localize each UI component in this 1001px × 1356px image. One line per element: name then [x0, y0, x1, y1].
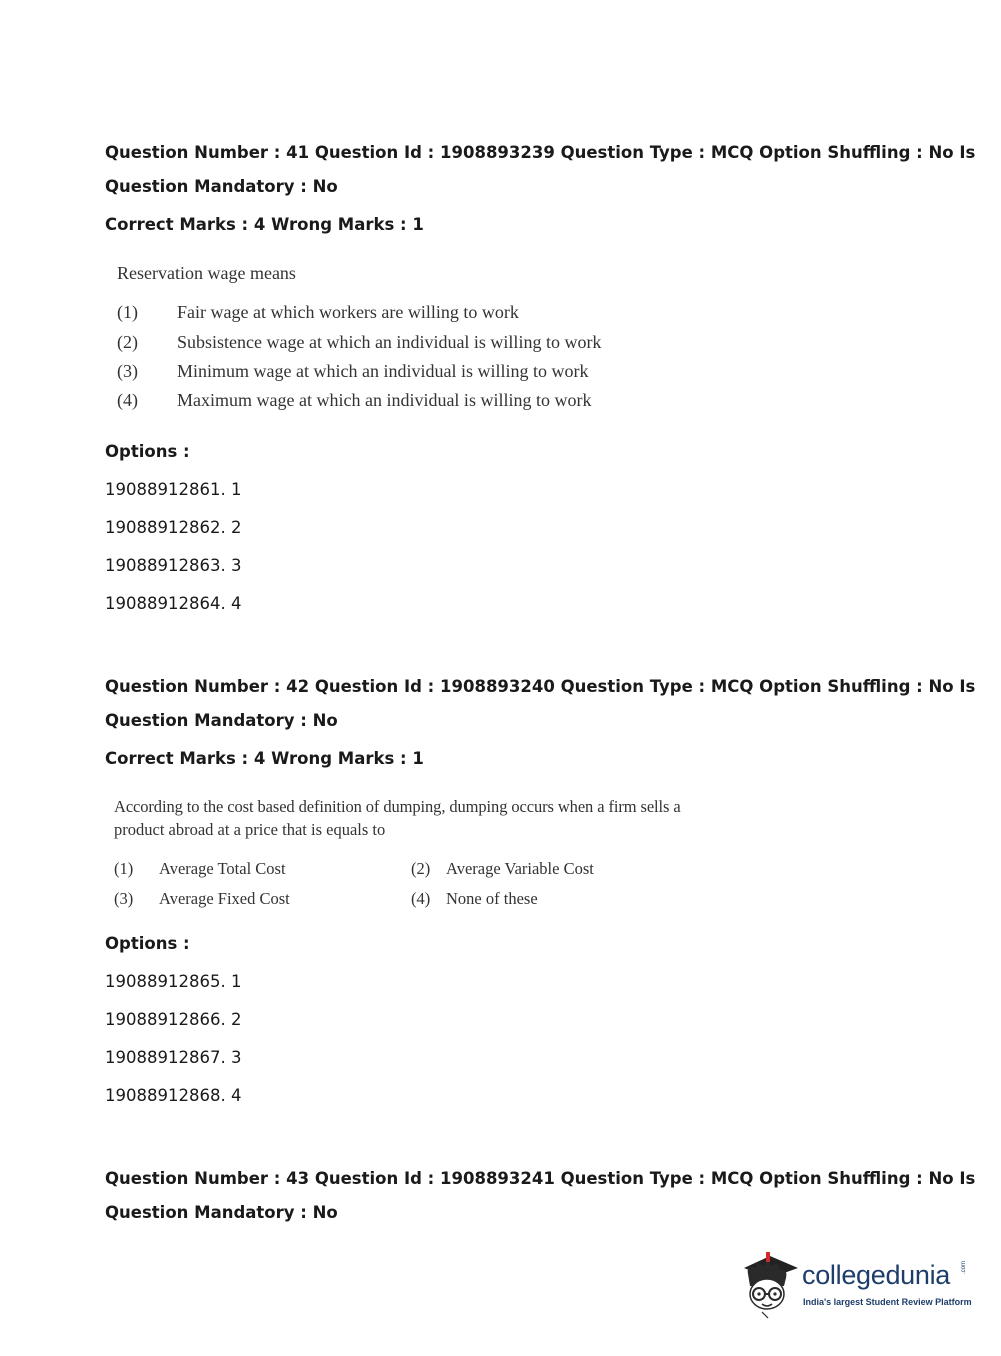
q42-option-1: 19088912865. 1	[105, 972, 242, 991]
logo-tagline: India's largest Student Review Platform	[803, 1297, 972, 1307]
q42-choice-2-text: Average Variable Cost	[446, 859, 594, 878]
q42-meta-line2: Question Mandatory : No	[105, 711, 338, 730]
q42-choice-4-text: None of these	[446, 889, 538, 908]
q42-choice-3-num: (3)	[114, 889, 134, 908]
q41-stem: Reservation wage means	[117, 263, 296, 283]
mascot-icon	[740, 1250, 802, 1320]
q41-options-label: Options :	[105, 442, 190, 461]
q42-marks: Correct Marks : 4 Wrong Marks : 1	[105, 749, 424, 768]
q42-choice-3-text: Average Fixed Cost	[159, 889, 290, 908]
q42-option-4: 19088912868. 4	[105, 1086, 242, 1105]
q42-stem-line1: According to the cost based definition of dumping, dumping occurs when a firm sells a	[114, 797, 681, 816]
q41-option-3: 19088912863. 3	[105, 556, 242, 575]
q41-choice-1-text: Fair wage at which workers are willing to work	[177, 302, 519, 322]
q41-choice-4-text: Maximum wage at which an individual is willing to work	[177, 390, 592, 410]
q42-stem-line2: product abroad at a price that is equals to	[114, 820, 386, 839]
q42-choice-1-num: (1)	[114, 859, 134, 878]
q42-option-3: 19088912867. 3	[105, 1048, 242, 1067]
q42-option-2: 19088912866. 2	[105, 1010, 242, 1029]
q41-choice-3-text: Minimum wage at which an individual is willing to work	[177, 361, 589, 381]
q43-meta-line2: Question Mandatory : No	[105, 1203, 338, 1222]
q42-choice-2-num: (2)	[411, 859, 431, 878]
q42-meta-line1: Question Number : 42 Question Id : 1908893240 Question Type : MCQ Option Shuffling : No Is	[105, 677, 976, 696]
q41-choice-1-num: (1)	[117, 302, 138, 322]
q41-choice-2-num: (2)	[117, 332, 138, 352]
q41-choice-4-num: (4)	[117, 390, 138, 410]
q41-marks: Correct Marks : 4 Wrong Marks : 1	[105, 215, 424, 234]
q42-choice-1-text: Average Total Cost	[159, 859, 286, 878]
q41-meta-line2: Question Mandatory : No	[105, 177, 338, 196]
q42-options-label: Options :	[105, 934, 190, 953]
q41-option-4: 19088912864. 4	[105, 594, 242, 613]
q41-meta-line1: Question Number : 41 Question Id : 1908893239 Question Type : MCQ Option Shuffling : No Is	[105, 143, 976, 162]
q43-meta-line1: Question Number : 43 Question Id : 1908893241 Question Type : MCQ Option Shuffling : No Is	[105, 1169, 976, 1188]
q42-choice-4-num: (4)	[411, 889, 431, 908]
q41-choice-2-text: Subsistence wage at which an individual is willing to work	[177, 332, 602, 352]
q41-option-1: 19088912861. 1	[105, 480, 242, 499]
collegedunia-logo	[740, 1250, 980, 1320]
logo-suffix: .com	[961, 1260, 967, 1274]
logo-wordmark: collegedunia	[802, 1260, 951, 1290]
q41-choice-3-num: (3)	[117, 361, 138, 381]
q41-option-2: 19088912862. 2	[105, 518, 242, 537]
